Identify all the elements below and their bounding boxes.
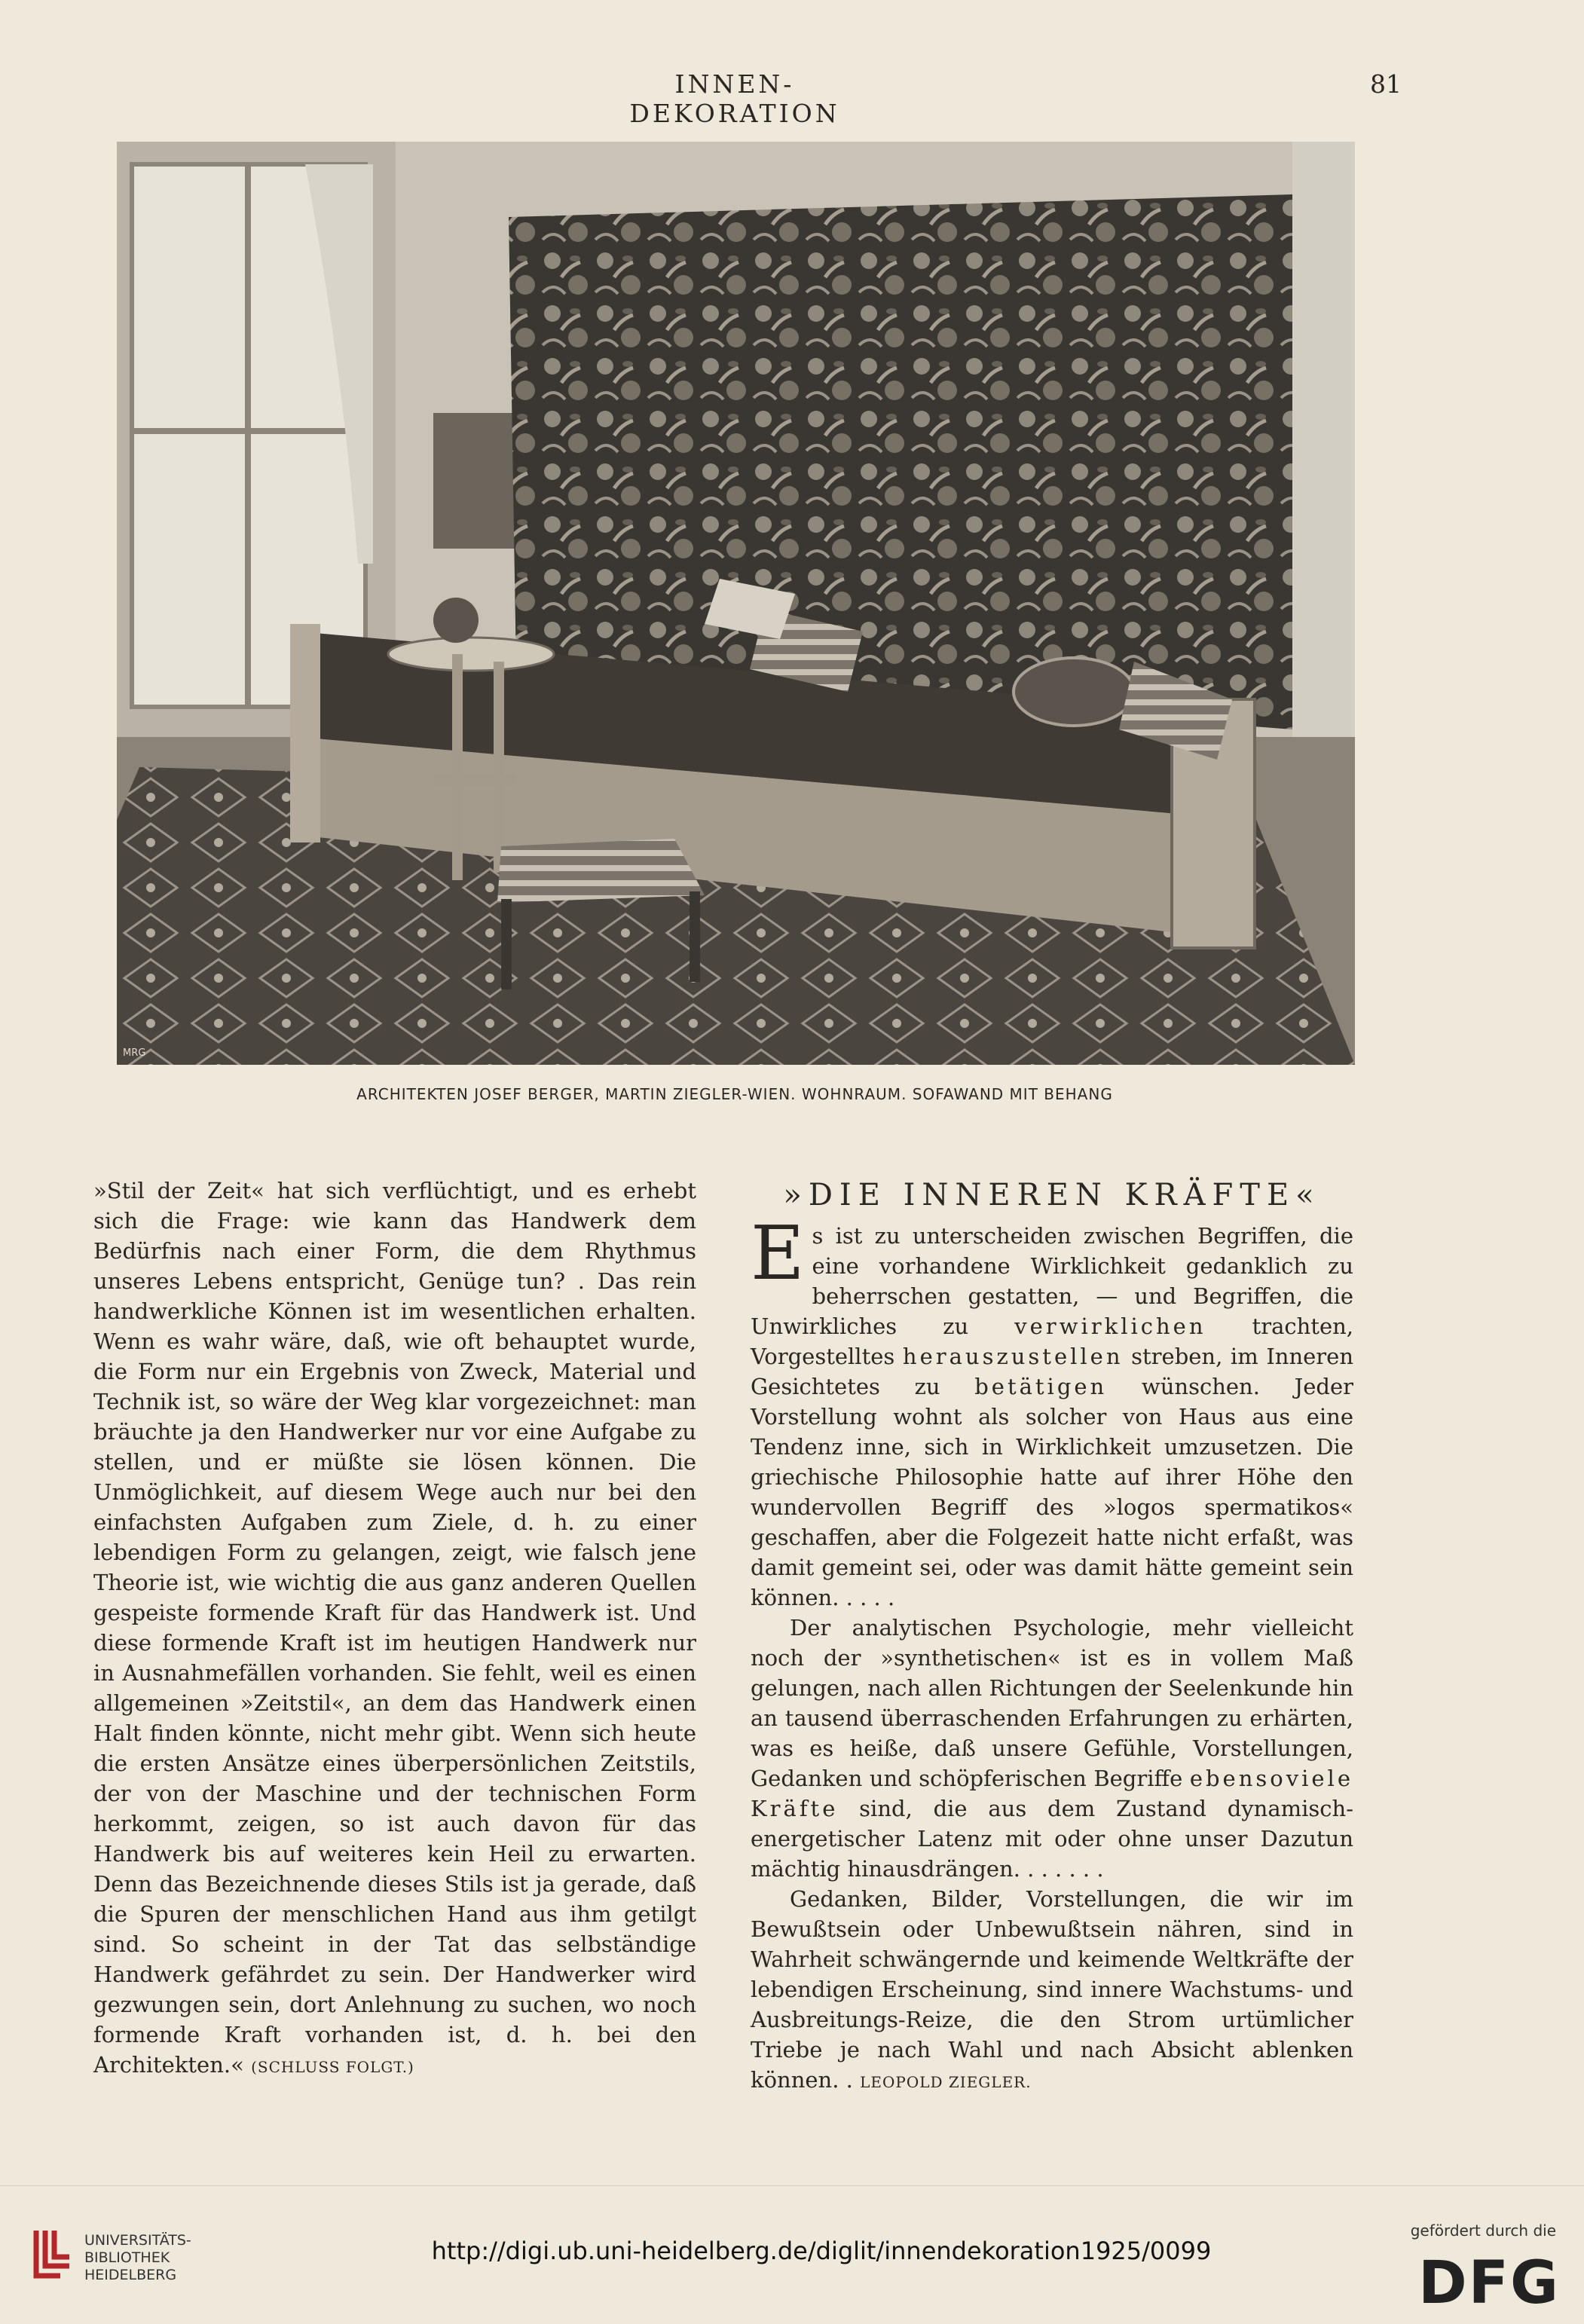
dfg-logo: DFG <box>1417 2249 1560 2317</box>
dropcap: E <box>751 1211 805 1297</box>
left-paragraph: »Stil der Zeit« hat sich verflüchtigt, und es erhebt sich die Frage: wie kann das Handwerk dem Bedürfnis nach einer Form, die dem Rhythmus unseres Lebens entspricht, Genüge tun? . Das rein handwerkliche Können ist im wesentlichen erhalten. Wenn es wahr wäre, daß, wie oft behauptet wurde, die Form nur ein Ergebnis von Zweck, Material und Technik ist, so wäre der Weg klar vorgezeichnet: man bräuchte ja den Handwerker nur vor eine Aufgabe zu stellen, und er müßte sie lösen können. Die Unmöglichkeit, auf diesem Wege auch nur bei den einfachsten Aufgaben zum Ziele, d. h. zu einer lebendigen Form zu gelangen, zeigt, wie falsch jene Theorie ist, wie wichtig die aus ganz anderen Quellen gespeiste formende Kraft für das Handwerk ist. Und diese formende Kraft ist im heutigen Handwerk nur in Ausnahmefällen vorhanden. Sie fehlt, weil es einen allgemeinen »Zeitstil«, an dem das Handwerk einen Halt finden könnte, nicht mehr gibt. Wenn sich heute die ersten Ansätze eines überpersönlichen Zeitstils, der von der Maschine und der technischen Form herkommt, zeigen, so ist auch davon für das Handwerk bis auf weiteres kein Heil zu erwarten. Denn das Bezeichnende dieses Stils ist ja gerade, daß die Spuren der menschlichen Hand aus ihm getilgt sind. So scheint in der Tat das selbständige Handwerk gefährdet zu sein. Der Handwerker wird gezwungen sein, dort Anlehnung zu suchen, wo noch formende Kraft vorhanden ist, d. h. bei den Architekten.« (SCHLUSS FOLGT.) <box>93 1178 696 2078</box>
article-paragraph-3: Gedanken, Bilder, Vorstellungen, die wir im Bewußtsein oder Unbewußtsein nähren, sind in Wahrheit schwängernde und keimende Weltkräfte der lebendigen Erscheinung, sind innere Wachstums- und Ausbreitungs-Reize, die den Strom urtümlicher Triebe je nach Wahl und nach Absicht ablenken können. . LEOPOLD ZIEGLER. <box>751 1886 1353 2093</box>
article-author: LEOPOLD ZIEGLER. <box>860 2073 1032 2091</box>
running-title: INNEN-DEKORATION <box>629 69 840 128</box>
sponsor-label: gefördert durch die <box>1410 2222 1556 2240</box>
photo-monogram: MRG <box>123 1047 146 1059</box>
article-paragraph-1: Es ist zu unterscheiden zwischen Begriffen, die eine vorhandene Wirklichkeit gedanklich zu beherrschen gestatten, — und Begriffen, die Unwirkliches zu verwirklichen trachten, Vorgestelltes herauszustellen streben, im Inneren Gesichtetes zu betätigen wünschen. Jeder Vorstellung wohnt als solcher von Haus aus eine Tendenz inne, sich in Wirklichkeit umzusetzen. Die griechische Philosophie hatte auf ihrer Höhe den wundervollen Begriff des »logos spermatikos« geschaffen, aber die Folgezeit hatte nicht erfaßt, was damit gemeint sei, oder was damit hätte gemeint sein können. . . . . <box>751 1211 1353 1610</box>
continuation-note: (SCHLUSS FOLGT.) <box>251 2058 414 2076</box>
article-paragraph-2: Der analytischen Psychologie, mehr vielleicht noch der »synthetischen« ist es in vollem Maß gelungen, nach allen Richtungen der Seelenkunde hin an tausend überraschenden Erfahrungen zu erhärten, was es heiße, daß unsere Gefühle, Vorstellungen, Gedanken und schöpferischen Begriffe ebensoviele Kräfte sind, die aus dem Zustand dynamisch-energetischer Latenz mit oder ohne unser Dazutun mächtig hinausdrängen. . . . . . . <box>751 1615 1353 1882</box>
source-url[interactable]: http://digi.ub.uni-heidelberg.de/diglit/innendekoration1925/0099 <box>431 2237 1212 2265</box>
university-library-logo-icon <box>30 2227 75 2280</box>
article-title: »DIE INNEREN KRÄFTE« <box>783 1178 1321 1212</box>
article-column <box>751 1176 1353 2097</box>
interior-photograph <box>117 142 1355 1065</box>
figure-caption: ARCHITEKTEN JOSEF BERGER, MARTIN ZIEGLER-WIEN. WOHNRAUM. SOFAWAND MIT BEHANG <box>356 1085 1113 1103</box>
footer-divider <box>0 2185 1584 2186</box>
page-number: 81 <box>1370 69 1402 99</box>
left-column <box>93 1176 696 2082</box>
library-name: UNIVERSITÄTS- BIBLIOTHEK HEIDELBERG <box>84 2232 191 2283</box>
